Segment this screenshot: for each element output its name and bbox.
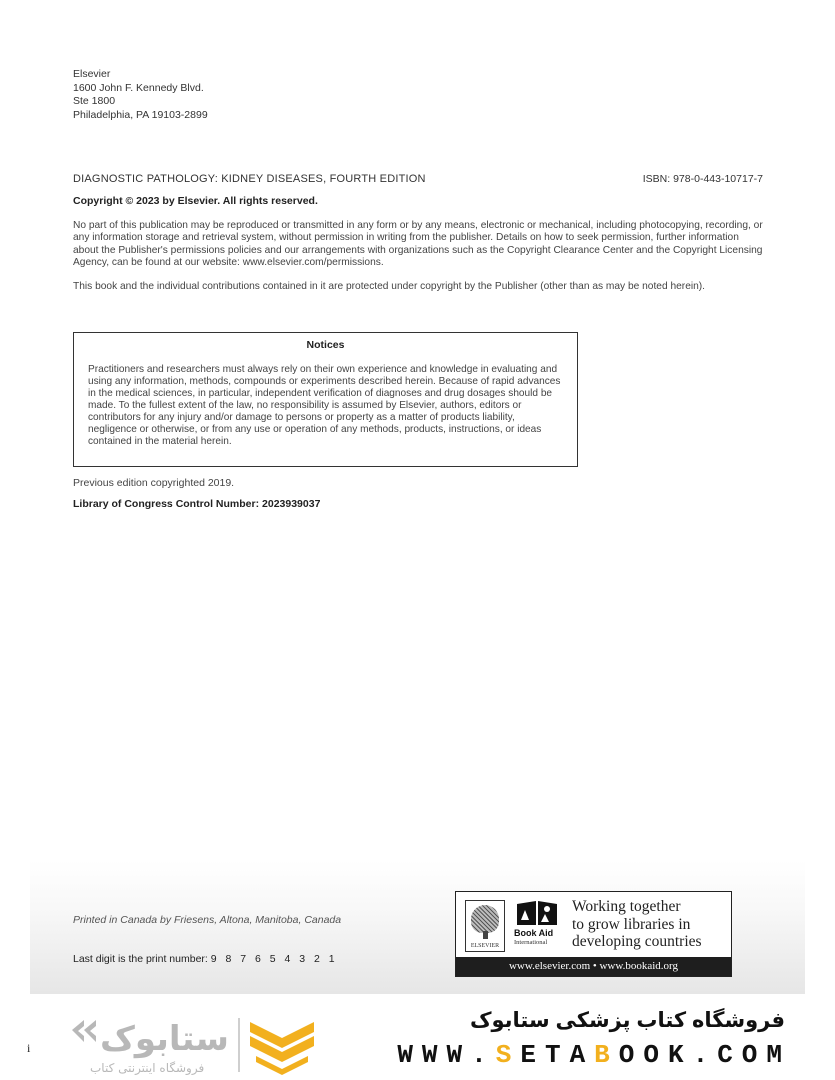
setabook-logo	[70, 1012, 330, 1076]
book-title: DIAGNOSTIC PATHOLOGY: KIDNEY DISEASES, FOURTH EDITION	[73, 173, 426, 185]
publisher-address	[73, 68, 208, 122]
setabook-persian-title: فروشگاه کتاب پزشکی ستابوک	[469, 1009, 785, 1032]
print-number-digits: 9 8 7 6 5 4 3 2 1	[210, 953, 338, 965]
elsevier-tree-logo	[465, 900, 505, 952]
previous-edition: Previous edition copyrighted 2019.	[73, 477, 235, 489]
open-book-icon	[516, 900, 558, 926]
notices-body: Practitioners and researchers must always rely on their own experience and knowledge in evaluating and using any information, methods, compounds or experiments described herein. Because of rapid advances in the medical sciences, in particular, independent verification of diagnoses and drug dosages should be made. To the fullest extent of the law, no responsibility is assumed by Elsevier, authors, editors or contributors for any injury and/or damage to persons or property as a matter of products liability, negligence or otherwise, or from any use or operation of any methods, products, instructions, or ideas contained in the material herein.	[88, 364, 561, 447]
permissions-paragraph: No part of this publication may be reproduced or transmitted in any form or by any means, electronic or mechanical, including photocopying, recording, or any information storage and retrieval system, without permission in writing from the publisher. Details on how to seek permission, further information about the Publisher's permissions policies and our arrangements with organizations such as the Copyright Clearance Center and the Copyright Licensing Agency, can be found at our website: www.elsevier.com/permissions.	[73, 220, 763, 268]
elsevier-logo-label: ELSEVIER	[470, 943, 500, 949]
isbn: ISBN: 978-0-443-10717-7	[642, 173, 763, 185]
tagline-line: Working together	[572, 898, 681, 915]
tagline-line: to grow libraries in	[572, 915, 691, 933]
logo-wordmark: ستابوک	[100, 1019, 229, 1059]
notices-box	[73, 332, 578, 467]
protection-paragraph: This book and the individual contributions contained in it are protected under copyright by the Publisher (other than as may be noted herein).	[73, 281, 706, 292]
book-aid-logo	[514, 900, 562, 952]
logo-subtitle: فروشگاه اینترنتی کتاب	[90, 1061, 205, 1075]
setabook-url: WWW.SETABOOK.COM	[397, 1040, 791, 1070]
notices-title: Notices	[306, 339, 345, 351]
lccn: Library of Congress Control Number: 2023939037	[73, 498, 321, 510]
printed-in: Printed in Canada by Friesens, Altona, Manitoba, Canada	[73, 914, 342, 926]
book-aid-tagline	[572, 898, 702, 951]
tree-icon	[471, 905, 499, 933]
book-aid-name: Book Aid	[514, 928, 554, 938]
book-aid-urls: www.elsevier.com • www.bookaid.org	[456, 957, 731, 976]
print-number-label: Last digit is the print number:	[73, 953, 208, 965]
address-line: 1600 John F. Kennedy Blvd.	[73, 81, 204, 94]
address-line: Philadelphia, PA 19103-2899	[73, 108, 208, 121]
print-number	[73, 953, 338, 965]
address-line: Ste 1800	[73, 95, 116, 108]
tagline-line: developing countries	[572, 933, 702, 950]
book-aid-sub: International	[514, 939, 548, 946]
address-line: Elsevier	[73, 68, 111, 80]
book-aid-banner	[455, 891, 732, 977]
page-number: i	[27, 1041, 31, 1055]
copyright-statement: Copyright © 2023 by Elsevier. All rights reserved.	[73, 195, 318, 207]
